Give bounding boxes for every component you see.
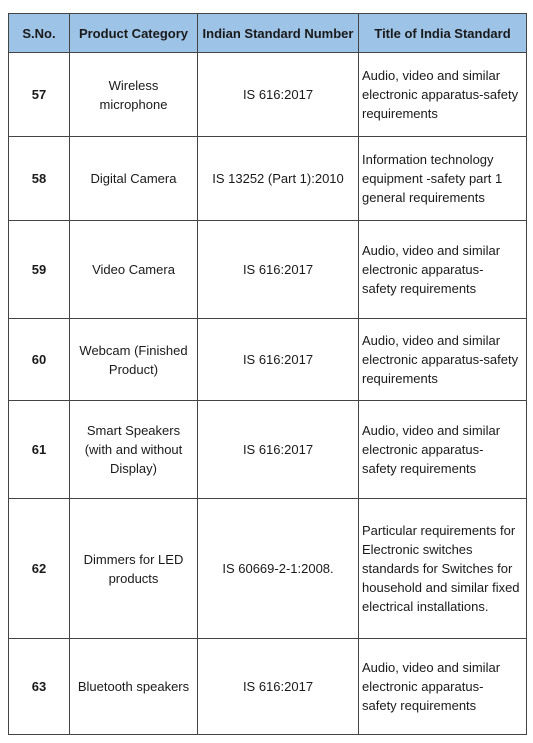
- cell-title: [359, 639, 527, 735]
- cell-category: Video Camera: [70, 221, 198, 319]
- table-row: [9, 499, 527, 639]
- header-title-of-india-standard: Title of India Standard: [359, 14, 527, 53]
- cell-sno: 59: [9, 221, 70, 319]
- title-text: Audio, video and similar electronic apparatus-safety requirements: [362, 660, 501, 713]
- cell-sno: 58: [9, 137, 70, 221]
- cell-category: Bluetooth speakers: [70, 639, 198, 735]
- cell-standard: IS 60669-2-1:2008.: [198, 499, 359, 639]
- cell-title: [359, 221, 527, 319]
- cell-title: Information technology equipment -safety part 1 general requirements: [359, 137, 527, 221]
- cell-title: Particular requirements for Electronic switches standards for Switches for household and similar fixed electrical installations.: [359, 499, 527, 639]
- table-row: [9, 137, 527, 221]
- category-text: Smart Speakers (with and without Display): [84, 423, 183, 476]
- header-indian-standard-number: Indian Standard Number: [198, 14, 359, 53]
- header-sno: S.No.: [9, 14, 70, 53]
- cell-category: [70, 499, 198, 639]
- cell-standard: IS 13252 (Part 1):2010: [198, 137, 359, 221]
- cell-sno: 62: [9, 499, 70, 639]
- cell-standard: IS 616:2017: [198, 221, 359, 319]
- title-text: Audio, video and similar electronic apparatus-safety requirements: [362, 243, 501, 296]
- table-row: [9, 401, 527, 499]
- cell-title: [359, 401, 527, 499]
- cell-category: Digital Camera: [70, 137, 198, 221]
- header-product-category: Product Category: [70, 14, 198, 53]
- cell-standard: IS 616:2017: [198, 53, 359, 137]
- table-row: [9, 319, 527, 401]
- cell-standard: IS 616:2017: [198, 319, 359, 401]
- category-text: Webcam (Finished Product): [79, 342, 188, 377]
- cell-sno: 61: [9, 401, 70, 499]
- table-row: [9, 639, 527, 735]
- table-row: [9, 221, 527, 319]
- cell-sno: 57: [9, 53, 70, 137]
- cell-category: [70, 319, 198, 401]
- category-text: Dimmers for LED products: [83, 551, 184, 586]
- cell-sno: 63: [9, 639, 70, 735]
- cell-standard: IS 616:2017: [198, 401, 359, 499]
- header-row: [9, 14, 527, 53]
- title-text: Audio, video and similar electronic apparatus-safety requirements: [362, 423, 501, 476]
- standards-table: [8, 13, 527, 735]
- cell-sno: 60: [9, 319, 70, 401]
- cell-category: [70, 53, 198, 137]
- cell-title: Audio, video and similar electronic apparatus-safety requirements: [359, 53, 527, 137]
- table-row: [9, 53, 527, 137]
- cell-category: [70, 401, 198, 499]
- cell-title: Audio, video and similar electronic apparatus-safety requirements: [359, 319, 527, 401]
- category-text: Wireless microphone: [99, 77, 168, 112]
- cell-standard: IS 616:2017: [198, 639, 359, 735]
